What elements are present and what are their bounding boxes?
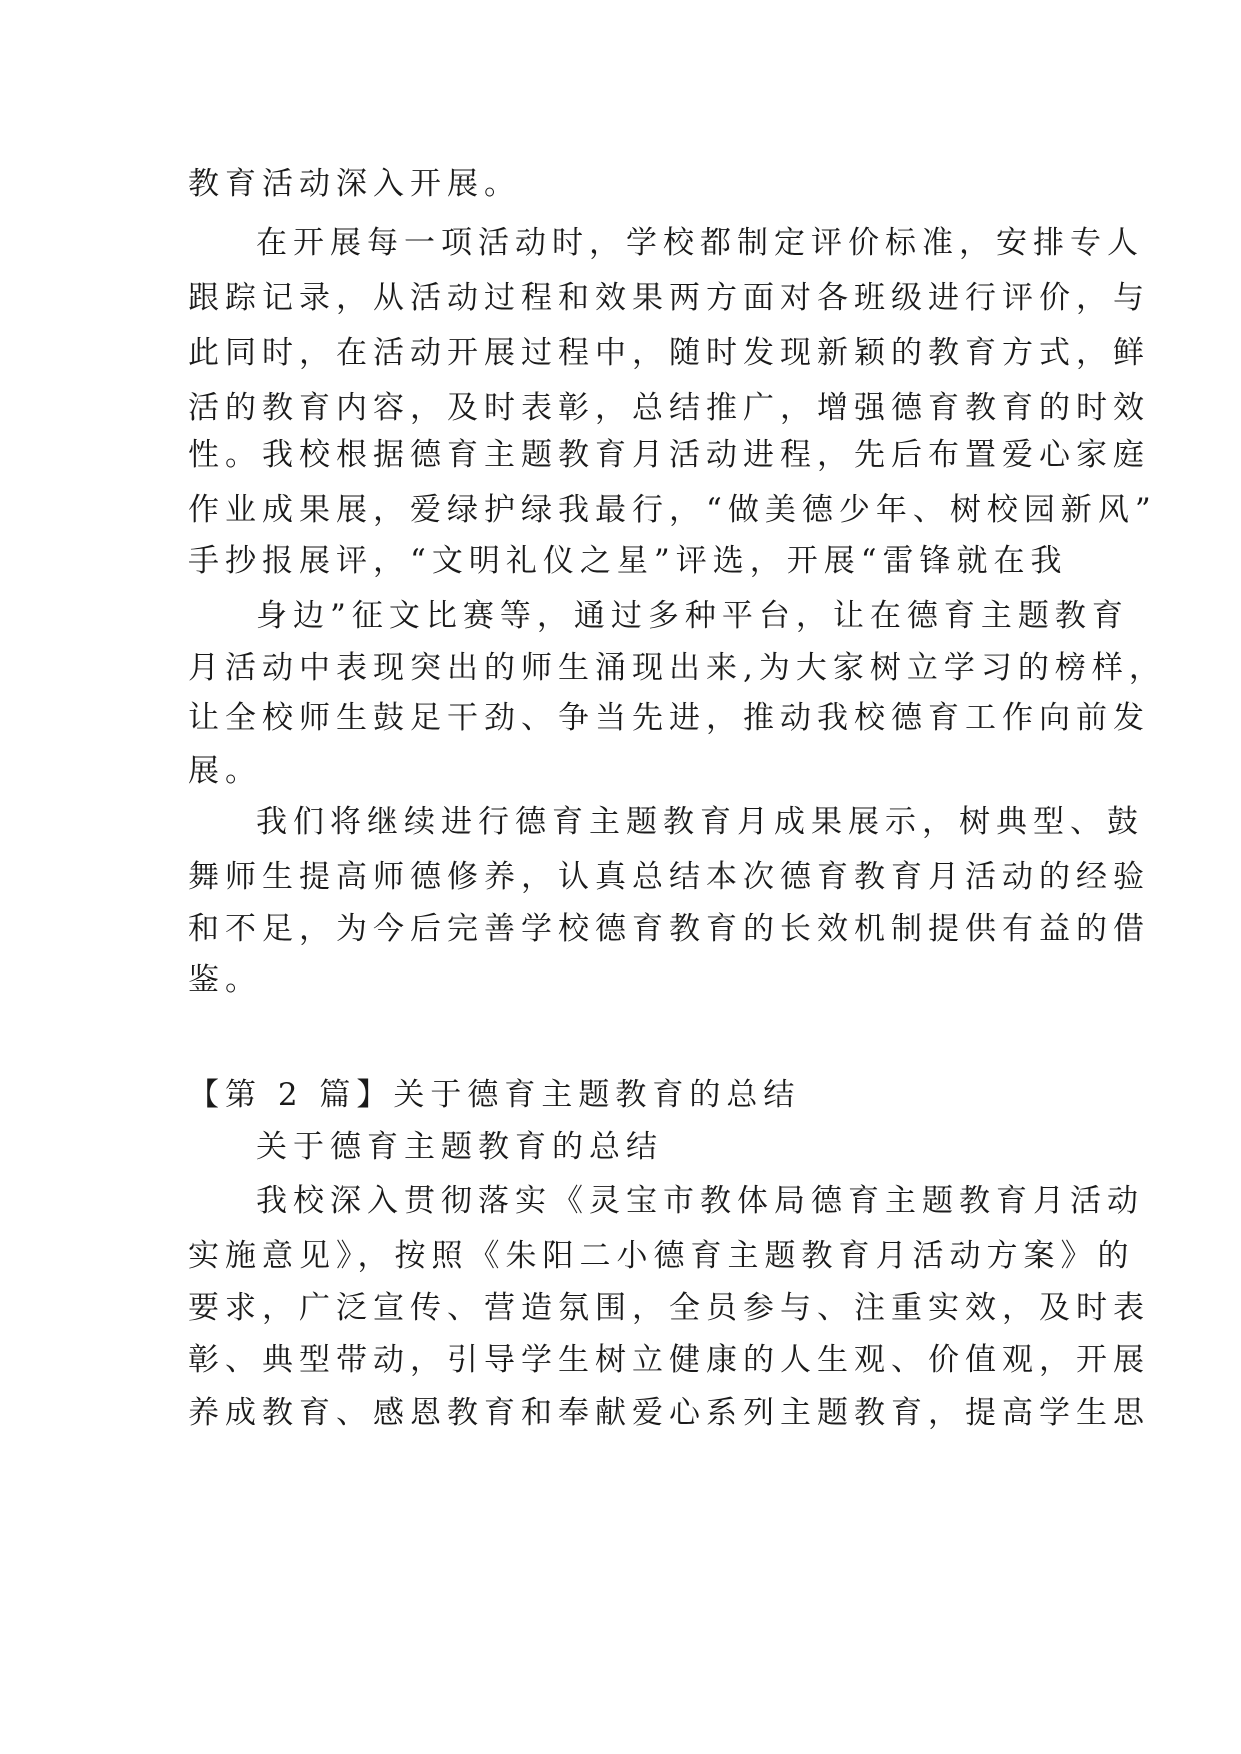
text-line: 舞师生提高师德修养，认真总结本次德育教育月活动的经验 xyxy=(188,859,1150,895)
text-line: 作业成果展，爱绿护绿我最行，“做美德少年、树校园新风” xyxy=(188,492,1157,528)
section-heading: 【第 2 篇】关于德育主题教育的总结 xyxy=(188,1077,801,1113)
text-line: 在开展每一项活动时，学校都制定评价标准，安排专人 xyxy=(256,225,1144,261)
text-line: 性。我校根据德育主题教育月活动进程，先后布置爱心家庭 xyxy=(188,437,1150,473)
text-line: 月活动中表现突出的师生涌现出来,为大家树立学习的榜样， xyxy=(188,650,1166,686)
text-line: 此同时，在活动开展过程中，随时发现新颖的教育方式，鲜 xyxy=(188,335,1150,371)
text-line: 我校深入贯彻落实《灵宝市教体局德育主题教育月活动 xyxy=(256,1183,1144,1219)
text-line: 要求，广泛宣传、营造氛围，全员参与、注重实效，及时表 xyxy=(188,1290,1150,1326)
text-line: 让全校师生鼓足干劲、争当先进，推动我校德育工作向前发 xyxy=(188,700,1150,736)
text-line: 活的教育内容，及时表彰，总结推广，增强德育教育的时效 xyxy=(188,390,1150,426)
text-line: 身边”征文比赛等，通过多种平台，让在德育主题教育 xyxy=(256,598,1129,634)
text-line: 我们将继续进行德育主题教育月成果展示，树典型、鼓 xyxy=(256,804,1144,840)
text-line: 展。 xyxy=(188,753,262,789)
text-line: 跟踪记录，从活动过程和效果两方面对各班级进行评价，与 xyxy=(188,280,1150,316)
text-line: 教育活动深入开展。 xyxy=(188,166,521,202)
text-line: 和不足，为今后完善学校德育教育的长效机制提供有益的借 xyxy=(188,911,1150,947)
text-line: 养成教育、感恩教育和奉献爱心系列主题教育，提高学生思 xyxy=(188,1395,1150,1431)
text-line: 实施意见》，按照《朱阳二小德育主题教育月活动方案》的 xyxy=(188,1238,1135,1274)
text-line: 鉴。 xyxy=(188,962,262,998)
article-title: 关于德育主题教育的总结 xyxy=(256,1129,663,1165)
text-line: 手抄报展评，“文明礼仪之星”评选，开展“雷锋就在我 xyxy=(188,543,1068,579)
text-line: 彰、典型带动，引导学生树立健康的人生观、价值观，开展 xyxy=(188,1342,1150,1378)
